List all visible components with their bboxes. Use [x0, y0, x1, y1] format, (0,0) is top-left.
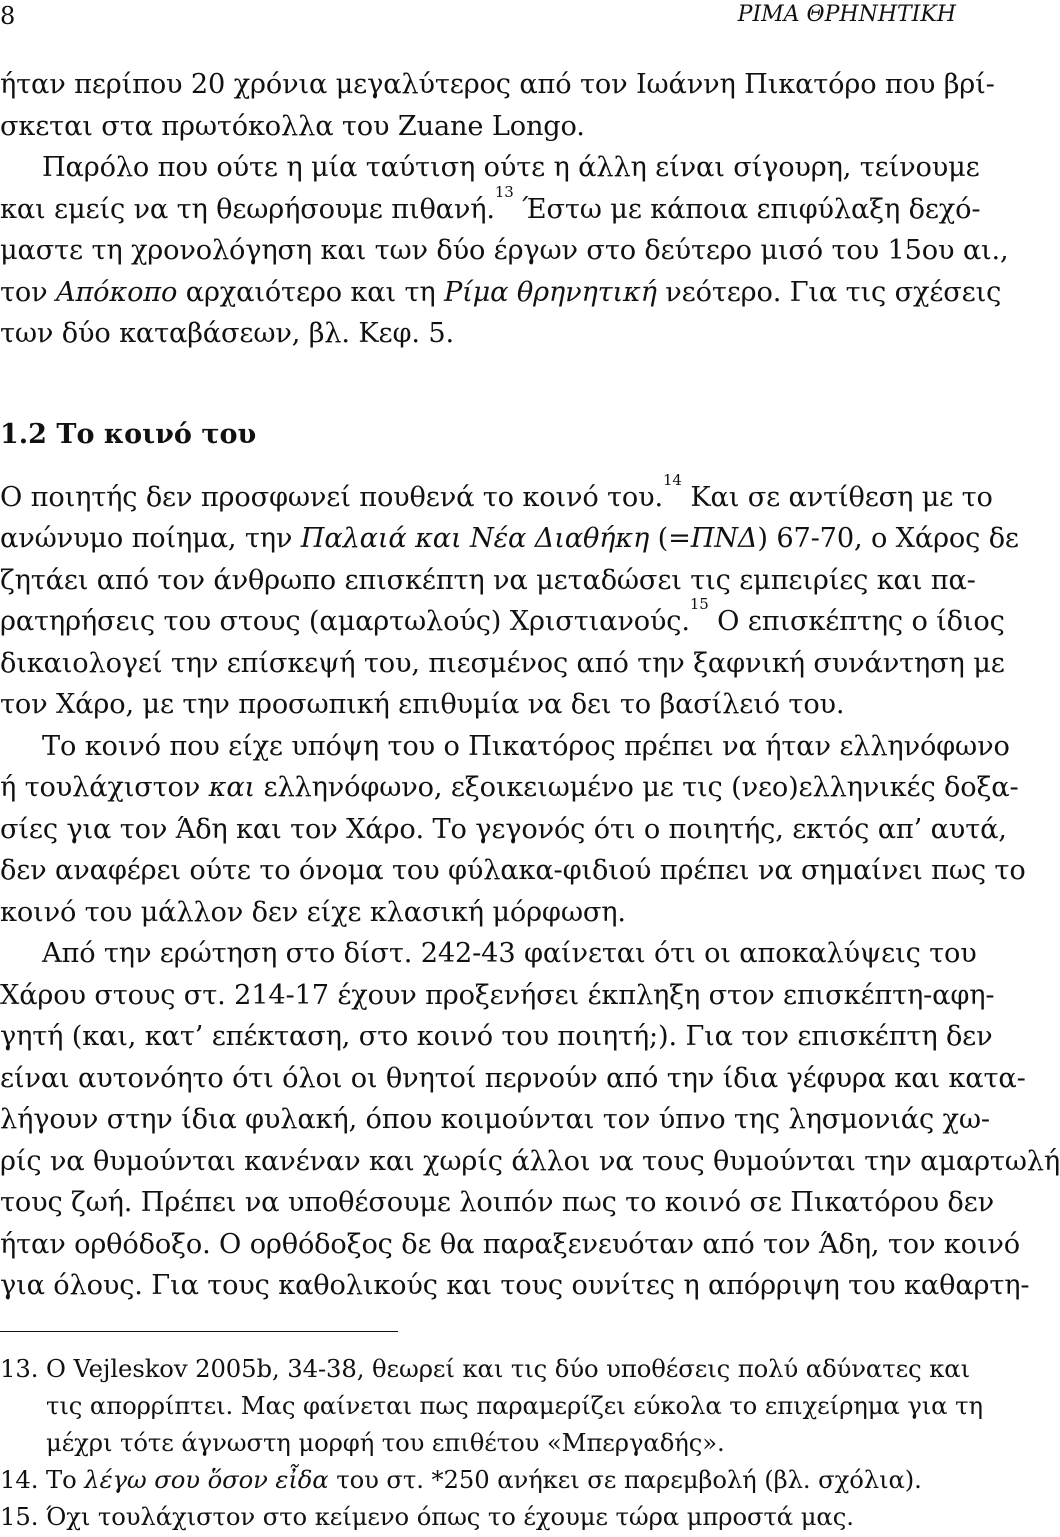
paragraph-1 [0, 64, 995, 147]
paragraph-3 [0, 470, 1019, 726]
text-line: Παρόλο που ούτε η μία ταύτιση ούτε η άλλη είναι σίγουρη, τείνουμε [42, 152, 980, 183]
section-heading: 1.2 Το κοινό του [0, 418, 257, 450]
paragraph-4 [0, 726, 1026, 934]
text-line: και εμείς να τη θεωρήσουμε πιθανή.$^{13}$ Έστω με κάποια επιφύλαξη δεχό- [0, 182, 981, 225]
footnote-13: 13. Ο Vejleskov 2005b, 34-38, θεωρεί και τις δύο υποθέσεις πολύ αδύνατες και [0, 1350, 956, 1387]
text-line: τον Απόκοπο αρχαιότερο και τη Ρίμα θρηνητική νεότερο. Για τις σχέσεις [0, 276, 1002, 308]
text-line: σκεται στα πρωτόκολλα του Zuane Longo. [0, 110, 585, 142]
title-palaia-kai-nea-diathiki: Παλαιά και Νέα Διαθήκη [300, 523, 650, 554]
footnotes [0, 1350, 983, 1535]
text-line: ρατηρήσεις του στους (αμαρτωλούς) Χριστιανούς.$^{15}$ Ο επισκέπτης ο ίδιος [0, 595, 1005, 637]
footnote-number: 13. [0, 1354, 39, 1383]
abbrev-pnd: ΠΝΔ [690, 523, 758, 554]
text-line: ζητάει από τον άνθρωπο επισκέπτη να μεταδώσει τις εμπειρίες και πα- [0, 564, 976, 596]
footnote-ref-15[interactable]: 15 [689, 595, 709, 613]
text-line: δεν αναφέρει ούτε το όνομα του φύλακα-φιδιού πρέπει να σημαίνει πως το [0, 855, 1026, 886]
footnote-separator [0, 1331, 398, 1332]
text-line: σίες για τον Άδη και τον Χάρο. Το γεγονός ότι ο ποιητής, εκτός απ’ αυτά, [0, 813, 1007, 845]
emphasis-kai: και [208, 772, 256, 803]
footnote-ref-13[interactable]: 13 [494, 182, 514, 201]
main-text [0, 64, 1060, 1307]
text-line: ήταν ορθόδοξο. Ο ορθόδοξος δε θα παραξενευόταν από τον Άδη, τον κοινό [0, 1228, 1020, 1260]
text-line: γητή (και, κατ’ επέκταση, στο κοινό του ποιητή;). Για τον επισκέπτη δεν [0, 1021, 993, 1052]
text-line: δικαιολογεί την επίσκεψή του, πιεσμένος από την ξαφνική συνάντηση με [0, 647, 1005, 679]
text-line: Ο ποιητής δεν προσφωνεί πουθενά το κοινό του.$^{14}$ Και σε αντίθεση με το [0, 470, 993, 513]
running-title: ΡΙΜΑ ΘΡΗΝΗΤΙΚΗ [737, 2, 956, 27]
text-line: Από την ερώτηση στο δίστ. 242-43 φαίνεται ότι οι αποκαλύψεις του [42, 938, 977, 969]
text-line: είναι αυτονόητο ότι όλοι οι θνητοί περνούν από την ίδια γέφυρα και κατα- [0, 1062, 1026, 1094]
text-line: μαστε τη χρονολόγηση και των δύο έργων στο δεύτερο μισό του 15ου αι., [0, 235, 1009, 266]
text-line: ήταν περίπου 20 χρόνια μεγαλύτερος από τον Ιωάννη Πικατόρο που βρί- [0, 69, 995, 100]
footnote-13-line: μέχρι τότε άγνωστη μορφή του επιθέτου «Μπεργαδής». [46, 1428, 725, 1457]
quoted-verse: λέγω σου ὅσον εἶδα [84, 1465, 329, 1494]
text-line: τους ζωή. Πρέπει να υποθέσουμε λοιπόν πως το κοινό σε Πικατόρου δεν [0, 1187, 994, 1218]
text-line: Το κοινό που είχε υπόψη του ο Πικατόρος πρέπει να ήταν ελληνόφωνο [42, 730, 1010, 762]
text-line: των δύο καταβάσεων, βλ. Κεφ. 5. [0, 318, 454, 349]
text-line: ή τουλάχιστον και ελληνόφωνο, εξοικειωμένο με τις (νεο)ελληνικές δοξα- [0, 772, 1019, 803]
text-line: Χάρου στους στ. 214-17 έχουν προξενήσει έκπληξη στον επισκέπτη-αφη- [0, 979, 995, 1011]
text-line: ρίς να θυμούνται κανέναν και χωρίς άλλοι να τους θυμούνται την αμαρτωλή [0, 1145, 1060, 1177]
text-line: τον Χάρο, με την προσωπική επιθυμία να δει το βασίλειό του. [0, 689, 845, 720]
footnote-13-line: τις απορρίπτει. Μας φαίνεται πως παραμερίζει εύκολα το επιχείρημα για τη [46, 1391, 983, 1420]
title-apokopos: Απόκοπο [55, 276, 178, 308]
text-line: λήγουν στην ίδια φυλακή, όπου κοιμούνται τον ύπνο της λησμονιάς χω- [0, 1104, 990, 1135]
footnote-ref-14[interactable]: 14 [663, 470, 682, 489]
text-line: κοινό του μάλλον δεν είχε κλασική μόρφωση. [0, 896, 626, 928]
title-rima-thrinitiki: Ρίμα θρηνητική [444, 276, 657, 308]
footnote-14: 14. Το λέγω σου ὅσον εἶδα του στ. *250 ανήκει σε παρεμβολή (βλ. σχόλια). [0, 1461, 956, 1498]
text-line: για όλους. Για τους καθολικούς και τους ουνίτες η απόρριψη του καθαρτη- [0, 1270, 1030, 1301]
footnote-15: 15. Όχι τουλάχιστον στο κείμενο όπως το έχουμε τώρα μπροστά μας. [0, 1498, 956, 1535]
running-header [0, 0, 960, 40]
footnote-number: 15. [0, 1502, 39, 1531]
paragraph-5 [0, 933, 1060, 1307]
page-number: 8 [0, 2, 16, 30]
text-line: ανώνυμο ποίημα, την Παλαιά και Νέα Διαθήκη (=ΠΝΔ) 67-70, ο Χάρος δε [0, 523, 1019, 554]
footnote-number: 14. [0, 1465, 39, 1494]
paragraph-2 [0, 147, 1009, 355]
